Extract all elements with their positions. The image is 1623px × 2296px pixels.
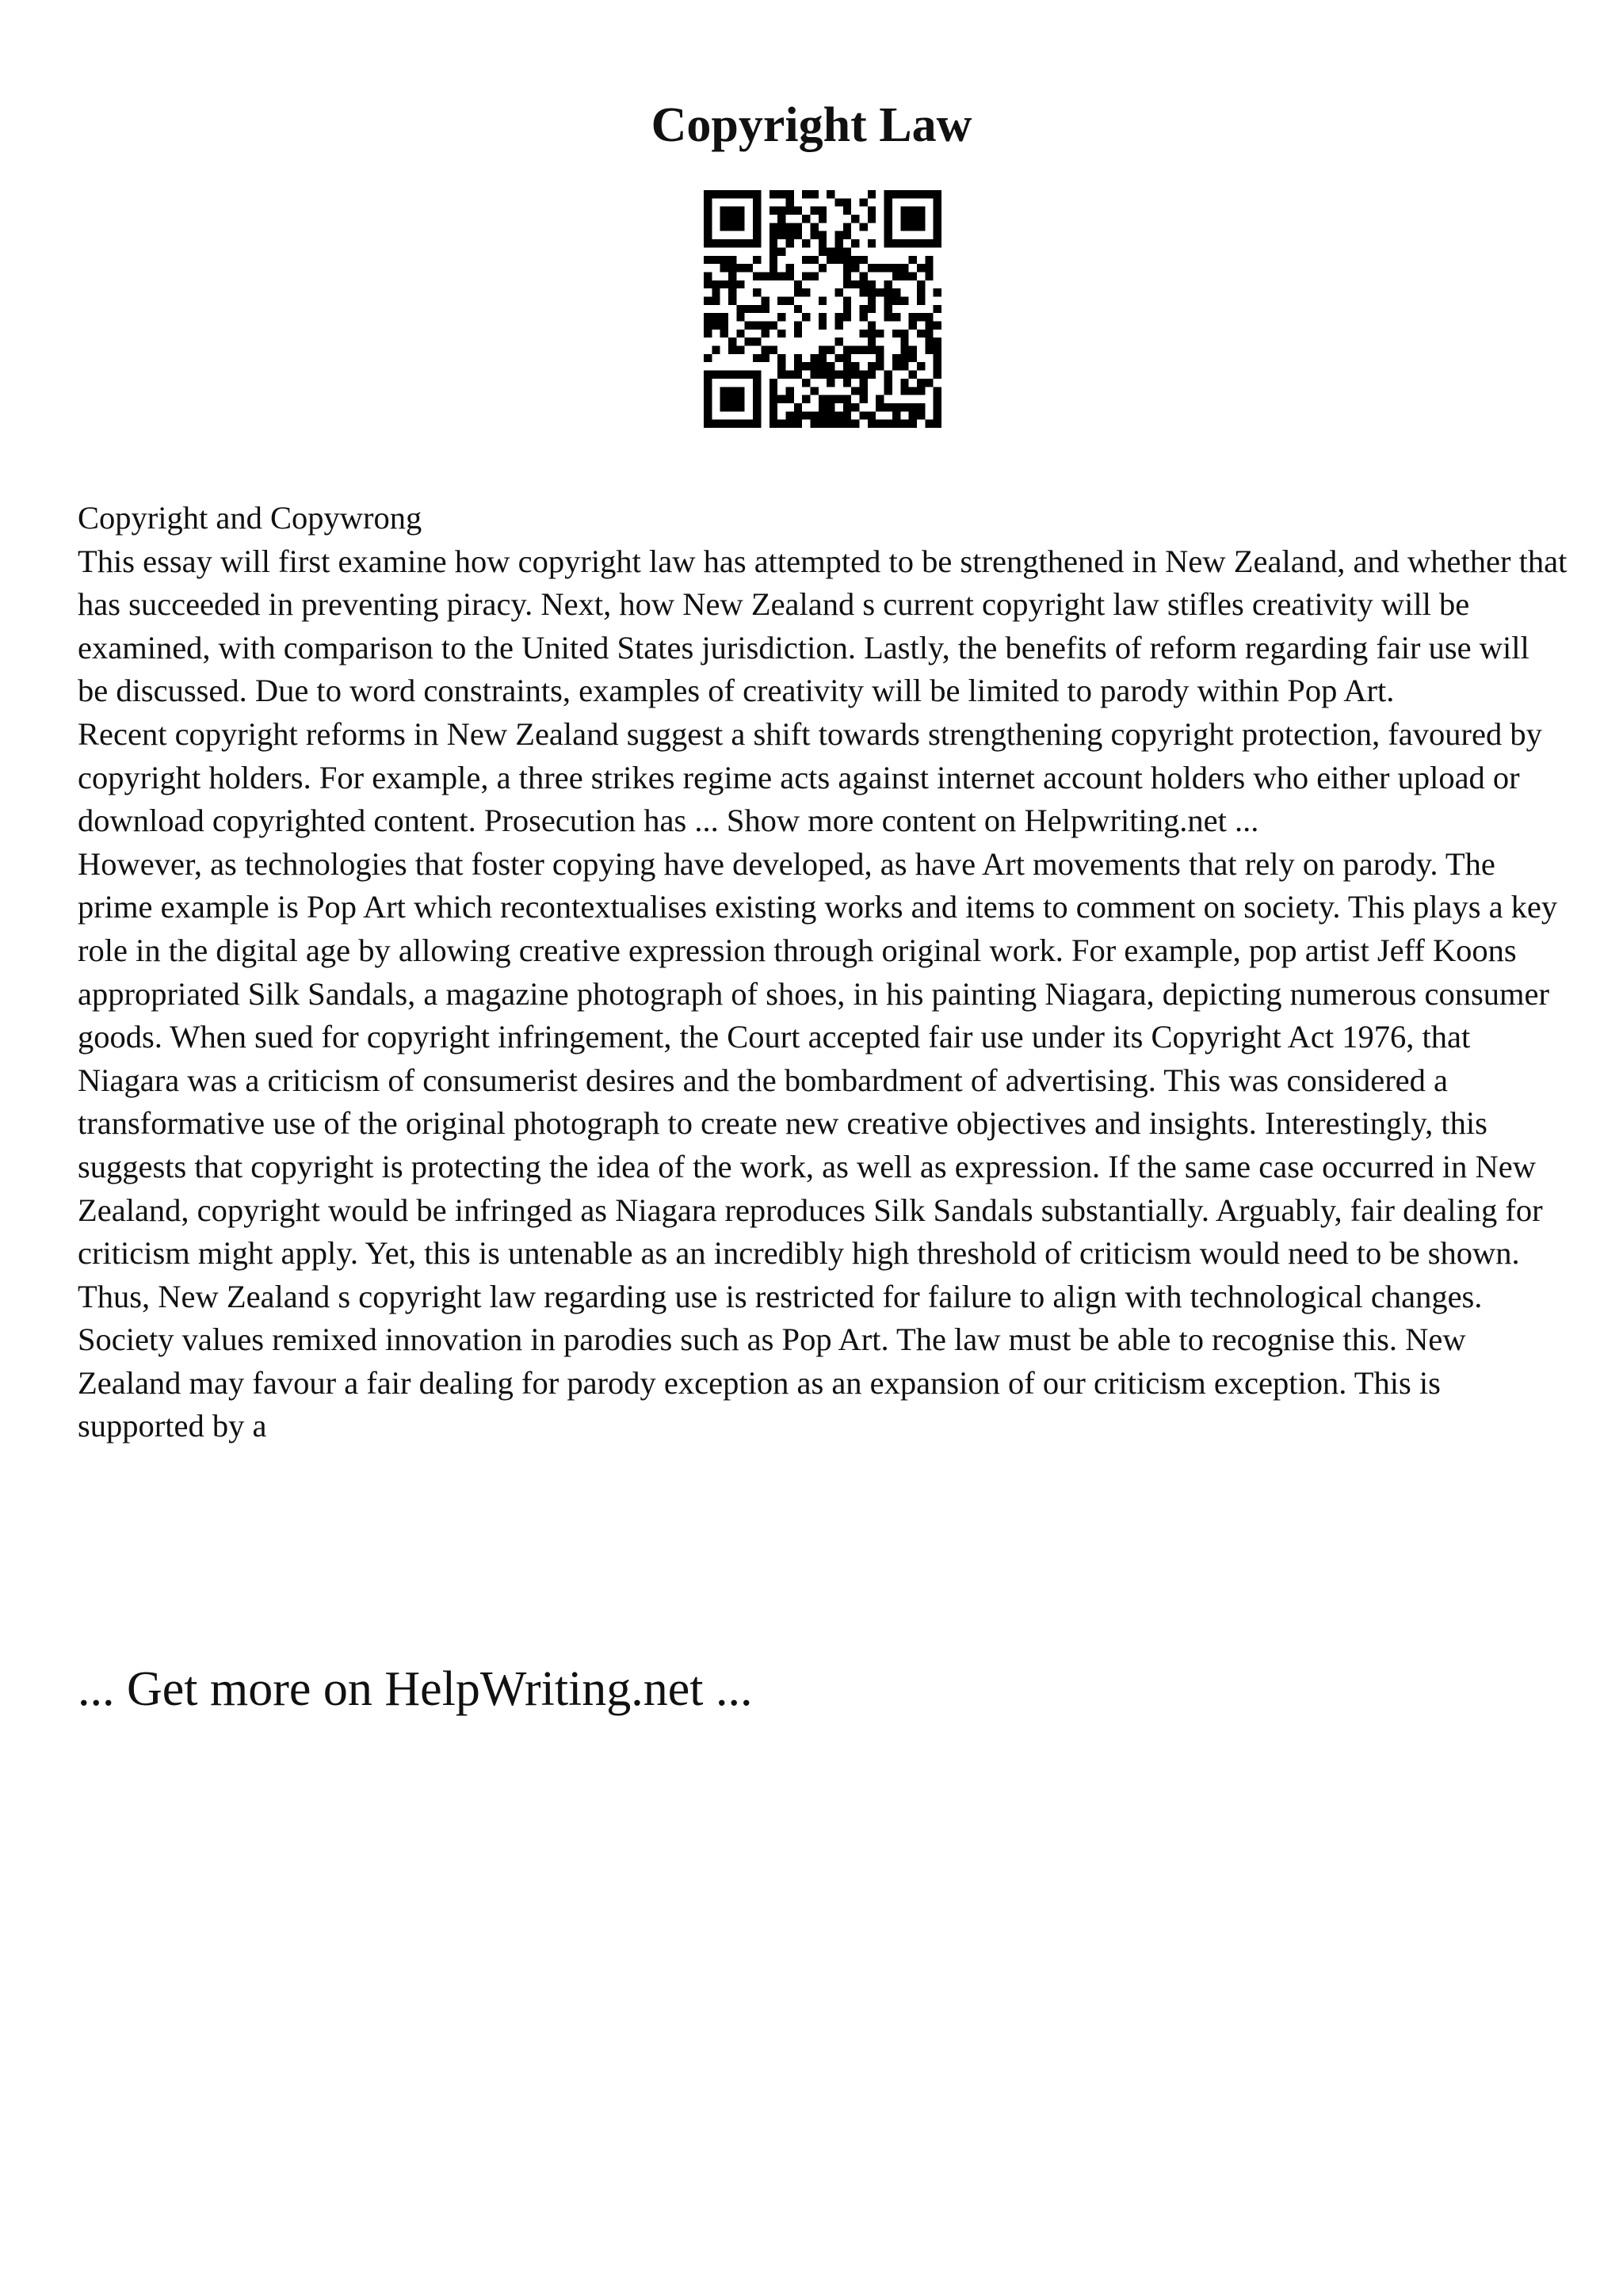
qr-code-icon[interactable] [704,190,941,428]
page-title: Copyright Law [651,98,972,152]
qr-code-graphic [704,190,941,428]
essay-paragraph: However, as technologies that foster copying have developed, as have Art movements that rely on parody. The prime example is Pop Art which recontextualises existing works and items to comment on society. This plays a key role in the digital age by allowing creative expression through original work. For example, pop artist Jeff Koons appropriated Silk Sandals, a magazine photograph of shoes, in his painting Niagara, depicting numerous consumer goods. When sued for copyright infringement, the Court accepted fair use under its Copyright Act 1976, that Niagara was a criticism of consumerist desires and the bombardment of advertising. This was considered a transformative use of the original photograph to create new creative objectives and insights. Interestingly, this suggests that copyright is protecting the idea of the work, as well as expression. If the same case occurred in New Zealand, copyright would be infringed as Niagara reproduces Silk Sandals substantially. Arguably, fair dealing for criticism might apply. Yet, this is untenable as an incredibly high threshold of criticism would need to be shown. Thus, New Zealand s copyright law regarding use is restricted for failure to align with technological changes. Society values remixed innovation in parodies such as Pop Art. The law must be able to recognise this. New Zealand may favour a fair dealing for parody exception as an expansion of our criticism exception. This is supported by a [78,845,1558,1444]
essay-paragraph: This essay will first examine how copyright law has attempted to be strengthened in New Zealand, and whether that has succeeded in preventing piracy. Next, how New Zealand s current copyright law stifles creativity will be examined, with comparison to the United States jurisdiction. Lastly, the benefits of reform regarding fair use will be discussed. Due to word constraints, examples of creativity will be limited to parody within Pop Art. [78,543,1568,709]
get-more-link[interactable]: ... Get more on HelpWriting.net ... [78,1662,753,1716]
essay-paragraph: Recent copyright reforms in New Zealand suggest a shift towards strengthening copyright protection, favoured by copyright holders. For example, a three strikes regime acts against internet account holders who either upload or download copyrighted content. Prosecution has ... Show more content on Helpwriting.net ... [78,715,1542,839]
essay-subtitle: Copyright and Copywrong [78,500,422,536]
essay-body [78,497,1568,1448]
